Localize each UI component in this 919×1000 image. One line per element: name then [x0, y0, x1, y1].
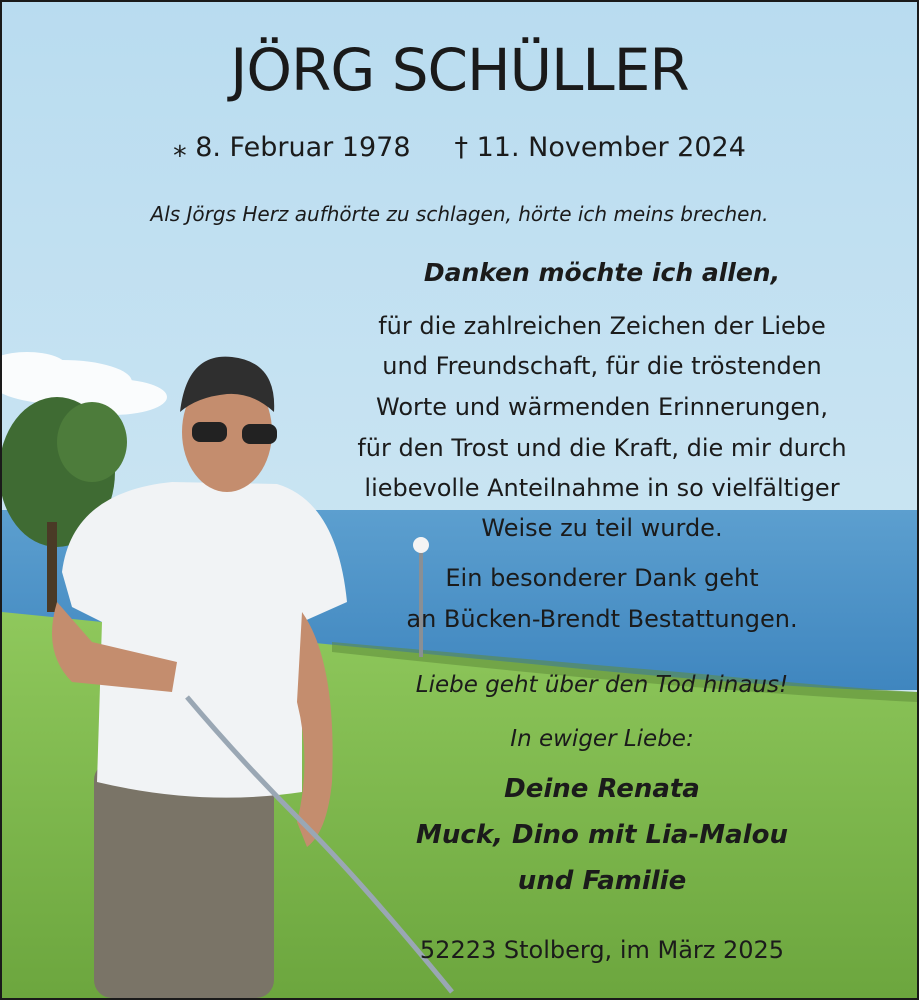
place-date: 52223 Stolberg, im März 2025: [419, 936, 785, 964]
death-date: 11. November 2024: [476, 132, 746, 163]
deceased-name: JÖRG SCHÜLLER: [230, 36, 689, 104]
signatory: Muck, Dino mit Lia-Malou: [416, 820, 788, 850]
signatory: Deine Renata: [504, 774, 700, 804]
thanks-line: liebevolle Anteilnahme in so vielfältiger: [364, 474, 840, 502]
thanks-line: Weise zu teil wurde.: [481, 514, 723, 542]
signatory: und Familie: [517, 866, 687, 896]
quote: Als Jörgs Herz aufhörte zu schlagen, hörte ich meins brechen.: [150, 202, 769, 226]
thanks-line: für die zahlreichen Zeichen der Liebe: [378, 312, 826, 340]
birth-star-icon: ⁎: [173, 132, 187, 163]
in-love-line: In ewiger Liebe:: [510, 726, 694, 752]
thanks-line: Ein besonderer Dank geht: [445, 564, 759, 592]
thanks-heading: Danken möchte ich allen,: [423, 258, 781, 287]
birth-date: 8. Februar 1978: [195, 132, 411, 163]
thanks-line: für den Trost und die Kraft, die mir durch: [357, 434, 847, 462]
motto: Liebe geht über den Tod hinaus!: [415, 672, 789, 698]
death-cross-icon: †: [454, 132, 469, 163]
thanks-line: Worte und wärmenden Erinnerungen,: [376, 393, 828, 421]
life-dates: [2, 132, 917, 163]
thanks-line: und Freundschaft, für die tröstenden: [382, 352, 822, 380]
thanks-line: an Bücken-Brendt Bestattungen.: [406, 605, 798, 633]
